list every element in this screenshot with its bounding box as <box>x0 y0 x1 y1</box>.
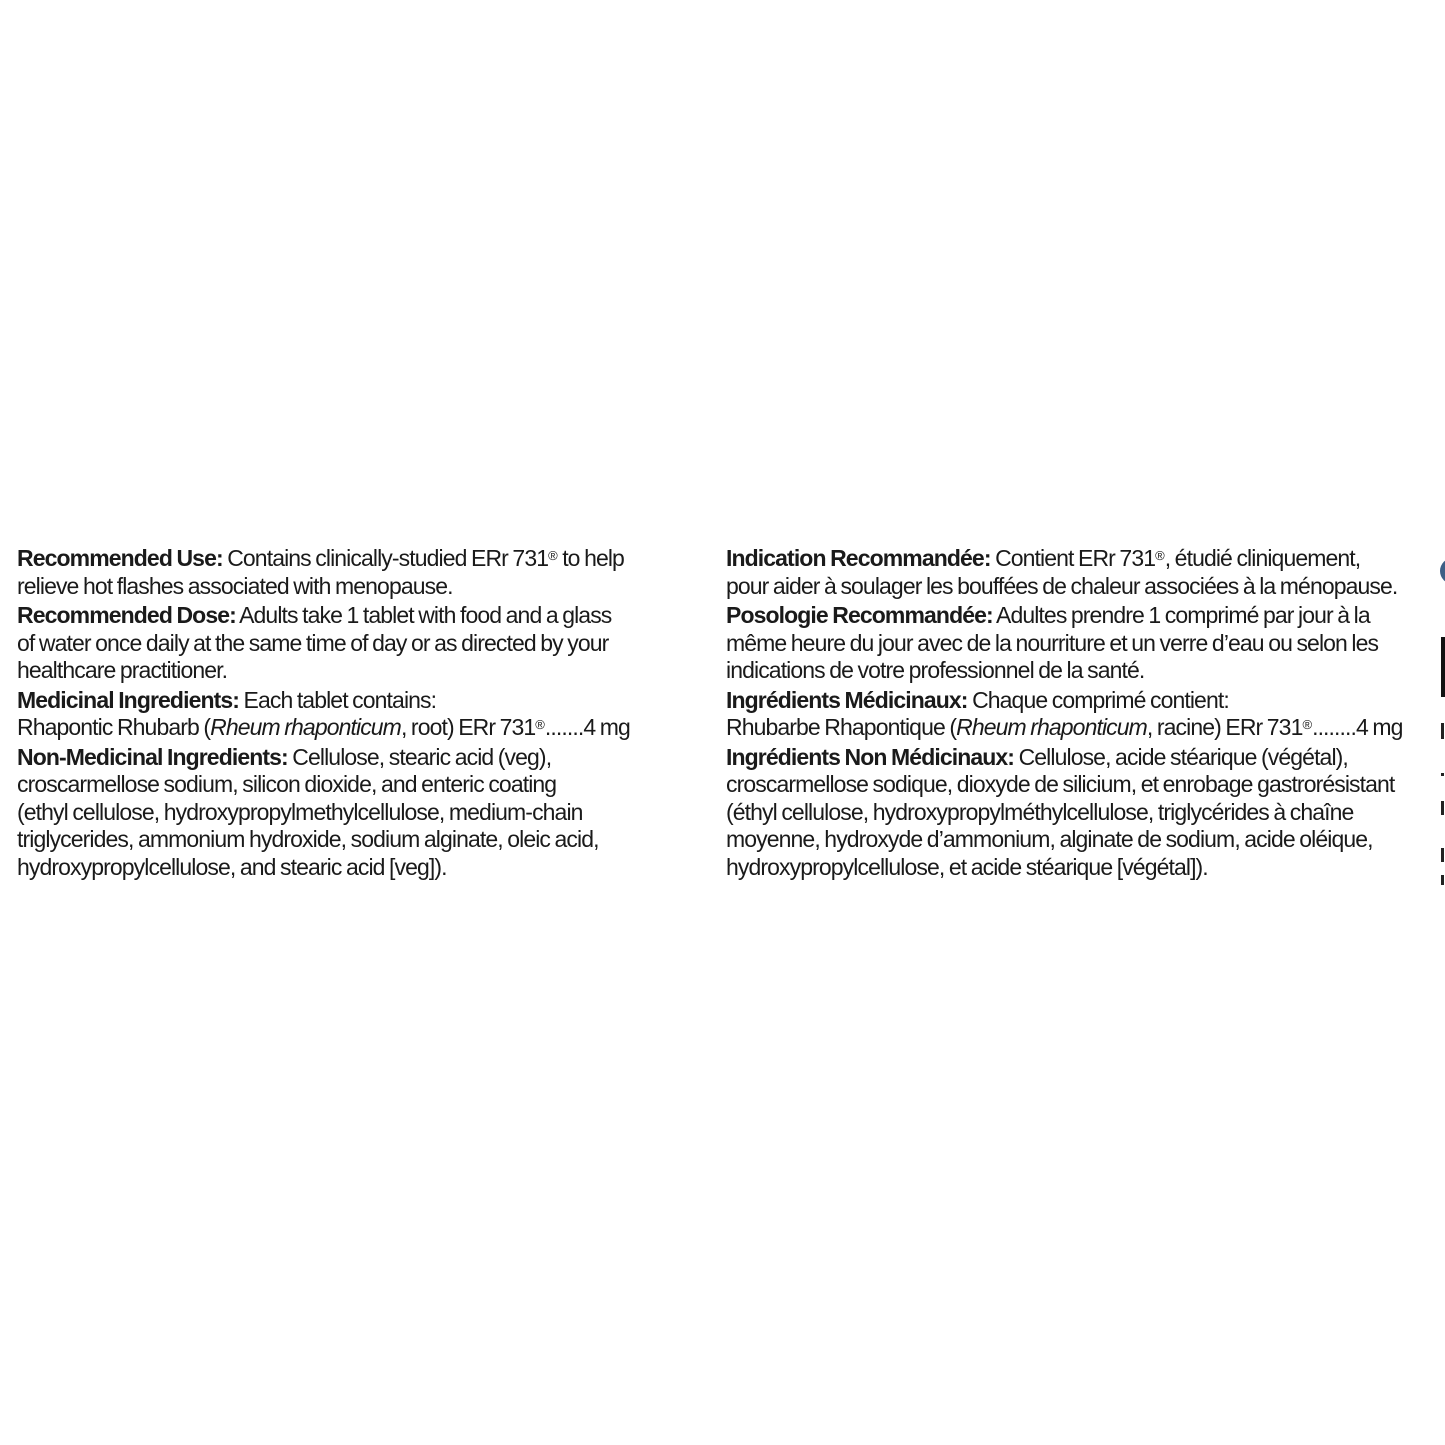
posologie-heading: Posologie Recommandée: <box>726 602 993 628</box>
cropped-adjacent-panel <box>1436 545 1445 885</box>
medicinal-ingredients-section <box>17 687 717 742</box>
english-column <box>17 545 717 883</box>
posologie-line-1 <box>726 602 1431 630</box>
recommended-dose-line-1 <box>17 602 717 630</box>
ingredient-name: Rhubarbe Rhapontique ( <box>726 714 957 740</box>
non-medicinal-heading: Non-Medicinal Ingredients: <box>17 743 288 770</box>
ingredients-medicinaux-heading: Ingrédients Médicinaux: <box>726 686 968 713</box>
non-medicinal-line-1 <box>17 744 717 772</box>
posologie-section <box>726 602 1431 685</box>
recommended-use-line-1 <box>17 545 717 573</box>
ingredient-amount: .......4 mg <box>544 714 630 740</box>
recommended-dose-line-2: of water once daily at the same time of day or as directed by your <box>17 629 609 656</box>
ingredients-non-medicinaux-heading: Ingrédients Non Médicinaux: <box>726 743 1015 770</box>
indication-line-2: pour aider à soulager les bouffées de chaleur associées à la ménopause. <box>726 572 1398 599</box>
recommended-use-line-2: relieve hot flashes associated with menopause. <box>17 572 453 599</box>
posologie-line-2: même heure du jour avec de la nourriture et un verre d’eau ou selon les <box>726 629 1379 656</box>
text-fragment <box>1441 875 1444 885</box>
indication-heading: Indication Recommandée: <box>726 545 991 571</box>
ingredient-name: Rhapontic Rhubarb ( <box>17 714 211 740</box>
ingredient-part: , root) ERr 731 <box>400 714 536 740</box>
non-medicinal-ingredients-section <box>17 744 717 882</box>
ingredients-non-medicinaux-text: Cellulose, acide stéarique (végétal), <box>1014 743 1348 770</box>
recommended-dose-heading: Recommended Dose: <box>17 602 236 628</box>
indication-text: Contient ERr 731 <box>990 545 1156 571</box>
posologie-text: Adultes prendre 1 comprimé par jour à la <box>992 602 1370 628</box>
recommended-dose-line-3: healthcare practitioner. <box>17 657 228 683</box>
non-medicinal-line-4: triglycerides, ammonium hydroxide, sodium alginate, oleic acid, <box>17 826 599 852</box>
circle-logo-fragment <box>1440 558 1445 584</box>
non-medicinal-line-2: croscarmellose sodium, silicon dioxide, and enteric coating <box>17 771 557 797</box>
indication-text-end: , étudié cliniquement, <box>1164 545 1361 571</box>
medicinal-ingredients-text: Each tablet contains: <box>239 686 437 713</box>
medicinal-ingredients-line-1 <box>17 687 717 715</box>
text-fragment <box>1441 723 1444 739</box>
french-column <box>726 545 1431 883</box>
medicinal-ingredients-heading: Medicinal Ingredients: <box>17 686 240 713</box>
recommended-dose-text: Adults take 1 tablet with food and a glass <box>235 602 612 628</box>
recommended-dose-section <box>17 602 717 685</box>
recommended-use-text-end: to help <box>557 545 624 571</box>
bar-fragment <box>1441 637 1445 697</box>
ingredients-non-medicinaux-section <box>726 744 1431 882</box>
ingredient-amount: ........4 mg <box>1312 714 1403 740</box>
ingredients-non-medicinaux-line-5: hydroxypropylcellulose, et acide stéarique [végétal]). <box>726 853 1208 880</box>
recommended-use-heading: Recommended Use: <box>17 545 223 571</box>
medicinal-ingredient-entry <box>17 714 717 742</box>
ingredients-non-medicinaux-line-1 <box>726 744 1431 772</box>
ingredient-part: , racine) ERr 731 <box>1146 714 1303 740</box>
non-medicinal-text: Cellulose, stearic acid (veg), <box>287 743 552 770</box>
indication-section <box>726 545 1431 600</box>
recommended-use-section <box>17 545 717 600</box>
ingredient-latin-name: Rheum rhaponticum <box>956 714 1147 740</box>
non-medicinal-line-3: (ethyl cellulose, hydroxypropylmethylcellulose, medium-chain <box>17 798 583 825</box>
ingredients-medicinaux-line-1 <box>726 687 1431 715</box>
ingredients-non-medicinaux-line-2: croscarmellose sodique, dioxyde de silicium, et enrobage gastrorésistant <box>726 771 1395 797</box>
text-fragment <box>1441 848 1444 862</box>
text-fragment <box>1441 773 1444 776</box>
ingredient-medicinal-entry-fr <box>726 714 1431 742</box>
ingredients-medicinaux-text: Chaque comprimé contient: <box>967 686 1229 713</box>
text-fragment <box>1441 801 1444 815</box>
registered-mark: ® <box>1302 717 1313 732</box>
ingredients-non-medicinaux-line-3: (éthyl cellulose, hydroxypropylméthylcellulose, triglycérides à chaîne <box>726 798 1354 825</box>
registered-mark: ® <box>548 548 558 563</box>
indication-line-1 <box>726 545 1431 573</box>
recommended-use-text: Contains clinically-studied ERr 731 <box>222 545 549 571</box>
registered-mark: ® <box>535 717 545 732</box>
posologie-line-3: indications de votre professionnel de la santé. <box>726 657 1145 683</box>
ingredients-non-medicinaux-line-4: moyenne, hydroxyde d’ammonium, alginate de sodium, acide oléique, <box>726 826 1373 852</box>
ingredient-latin-name: Rheum rhaponticum <box>210 714 401 740</box>
non-medicinal-line-5: hydroxypropylcellulose, and stearic acid [veg]). <box>17 853 447 880</box>
ingredients-medicinaux-section <box>726 687 1431 742</box>
registered-mark: ® <box>1155 548 1165 563</box>
